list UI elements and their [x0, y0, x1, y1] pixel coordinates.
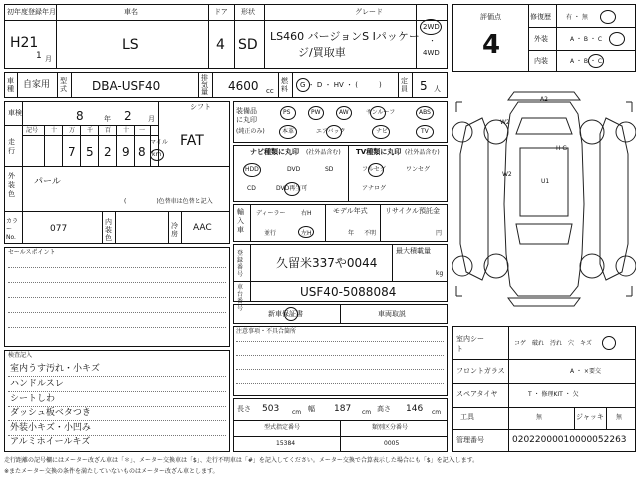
capacity-unit: 人	[434, 85, 441, 93]
front-glass-label: フロントガラス	[456, 367, 505, 375]
registration-label: 登録番号	[237, 250, 244, 278]
footer-line-1: 走行距離の記号欄にはメーター改ざん車は「＊」、メーター交換車は「$」、走行不明車は「#」を記入してください。メーター交換で合算表示した場合にも「$」を記入します。	[4, 457, 479, 464]
digit-header-2: 万	[69, 127, 76, 134]
equip-navi: ナビ	[376, 128, 389, 135]
inspection-year-unit: 年	[104, 115, 111, 123]
inspection-month-unit: 月	[148, 115, 155, 123]
mark-u1: U1	[541, 178, 550, 185]
inspector-line-0: 室内うす汚れ・小キズ	[10, 364, 100, 374]
import-label: 輸入車	[237, 208, 244, 234]
registration-value: 久留米337や0044	[276, 256, 378, 270]
inspection-label: 車検	[8, 109, 22, 117]
type-label: 車種	[7, 77, 14, 93]
type-approval: 15384	[276, 440, 296, 447]
recycle-unit: 円	[436, 230, 443, 237]
first-reg-month: 1	[36, 51, 42, 61]
footer-line-2: ※またメーター交換の条件を満たしていないものはメーター改ざん車とします。	[4, 468, 219, 475]
shift-label: シフト	[190, 103, 211, 111]
mileage-digit-4: 8	[138, 145, 146, 159]
color-note: ( )色替車は色替と記入	[124, 198, 213, 205]
navi-dvd: DVD	[287, 166, 301, 173]
drive-2wd: 2WD	[423, 23, 440, 31]
model-label: 型式	[60, 77, 67, 93]
navi-label: ナビ種類に丸印	[250, 148, 299, 156]
mileage-digit-1: 5	[86, 145, 94, 159]
equipment-label: 装備品に丸印	[236, 107, 257, 124]
car-name: LS	[122, 37, 139, 53]
shape-label: 形状	[241, 8, 255, 16]
mark-a2: A2	[540, 96, 548, 103]
mileage-label: 走行	[8, 138, 15, 155]
color-label: 外装色	[8, 172, 15, 198]
interior-seat-label: 室内シート	[456, 335, 484, 353]
drive-dot: ・	[429, 37, 436, 45]
navi-sd: SD	[325, 166, 334, 173]
inspector-label: 検査記入	[8, 352, 33, 359]
equip-aw: AW	[339, 109, 349, 116]
equipment-sublabel: (純正のみ)	[236, 128, 265, 135]
equip-sunroof: サンルーフ	[366, 109, 396, 116]
model-year: 年	[348, 230, 355, 237]
chassis-value: USF40-5088084	[300, 285, 397, 299]
equip-airbag: エアバック	[316, 128, 346, 135]
mileage-digit-0: 7	[68, 145, 76, 159]
length: 503	[262, 404, 280, 414]
equip-abs: ABS	[419, 109, 431, 116]
digit-header-4: 百	[105, 127, 112, 134]
color-no-label: カラーNo.	[6, 218, 19, 241]
ac: AAC	[193, 223, 212, 233]
import-right: 右H	[301, 210, 312, 217]
width-unit: cm	[362, 409, 372, 416]
model-year-unknown: 不明	[364, 230, 377, 237]
digit-header-3: 千	[87, 127, 94, 134]
model-year-label: モデル年式	[333, 207, 368, 215]
score: 4	[482, 30, 501, 60]
unit-mile: マイル	[150, 139, 168, 146]
grade-line1: LS460 バージョンS Iパッケー	[270, 30, 420, 43]
interior-seat-items: コゲ 破れ 汚れ 穴 キズ	[514, 340, 592, 347]
max-load-label: 最大積載量	[396, 247, 431, 255]
attention-label: 注意事項・不具合箇所	[236, 328, 297, 335]
equip-ps: PS	[283, 109, 291, 116]
jack-label: ジャッキ	[576, 413, 604, 421]
import-left: 左H	[301, 230, 312, 237]
mileage-digit-2: 2	[104, 145, 112, 159]
score-label: 評価点	[480, 13, 501, 21]
shift: FAT	[180, 133, 204, 149]
tv-fullseg: フルセグ	[362, 166, 386, 173]
usage: 自家用	[23, 80, 51, 90]
unit-km: km	[152, 151, 162, 158]
first-reg-label: 初年度登録年月	[7, 8, 56, 16]
month-unit: 月	[45, 55, 52, 63]
jack: 無	[616, 414, 623, 421]
tools-label: 工具	[460, 413, 474, 421]
mark-hg: H G	[556, 145, 568, 152]
navi-dvd-play: DVD再生可	[276, 185, 308, 192]
class-label: 類別区分番号	[372, 424, 409, 431]
length-label: 長さ	[237, 405, 251, 413]
door-label: ドア	[214, 8, 228, 16]
spare: T ・ 修理KIT ・ 欠	[528, 391, 579, 398]
recycle-label: リサイクル預託金	[385, 207, 441, 215]
first-reg-era: H21	[10, 35, 39, 51]
mileage-digit-3: 9	[122, 145, 130, 159]
grade-label: グレード	[355, 8, 383, 16]
doors: 4	[216, 37, 225, 53]
navi-sublabel: (社外品含む)	[306, 149, 341, 156]
ac-label: 冷房	[171, 222, 178, 238]
grade-line2: ジ/買取車	[298, 46, 346, 59]
interior: A ・ B ・ C	[570, 58, 603, 65]
tv-analog: アナログ	[362, 185, 387, 192]
height-label: 高さ	[377, 405, 391, 413]
drive-4wd: 4WD	[423, 49, 440, 57]
exterior-label: 外装	[534, 35, 548, 43]
color-value: パール	[34, 177, 61, 187]
inspector-line-3: ダッシュ板ベタつき	[10, 408, 91, 418]
mark-w2-top: W2	[500, 119, 510, 126]
mgmt-label: 管理番号	[456, 436, 484, 444]
repair: 有 ・ 無	[566, 14, 588, 21]
sales-point-label: セールスポイント	[8, 249, 56, 256]
front-glass: A ・ ×要交	[570, 368, 601, 375]
car-name-label: 車名	[124, 8, 138, 16]
tools: 無	[536, 414, 543, 421]
capacity-label: 定員	[401, 77, 408, 93]
new-car-warranty: 新車保証書	[268, 310, 303, 318]
attention-box	[233, 326, 448, 396]
inspection-month: 2	[124, 109, 132, 123]
tv-oneseg: ワンセグ	[406, 166, 431, 173]
inspection-year: 8	[76, 109, 84, 123]
inspector-line-4: 外装小キズ・小凹み	[10, 423, 91, 433]
spare-label: スペアタイヤ	[456, 390, 498, 398]
inspector-line-5: アルミホイールキズ	[10, 437, 91, 447]
mgmt-no: 02022000010000052263	[512, 435, 627, 445]
length-unit: cm	[292, 409, 302, 416]
capacity: 5	[420, 79, 428, 93]
import-dealer: ディーラー	[256, 210, 286, 217]
displacement-label: 排気量	[201, 74, 208, 96]
digit-header-1: 十	[51, 127, 58, 134]
mark-w2-mid: W2	[502, 171, 512, 178]
interior-color-label: 内装色	[105, 218, 112, 242]
interior-label: 内装	[534, 57, 548, 65]
digit-header-0: 記号	[26, 127, 39, 134]
color-no: 077	[50, 224, 68, 234]
import-parallel: 並行	[264, 230, 277, 237]
fuel-label: 燃料	[281, 77, 288, 93]
width-label: 幅	[308, 405, 315, 413]
navi-hdd: HDD	[245, 166, 259, 173]
inspector-line-1: ハンドルスレ	[10, 379, 64, 389]
max-load-unit: kg	[436, 270, 444, 277]
class-no: 0005	[384, 440, 400, 447]
inspector-line-2: シートしわ	[10, 394, 56, 404]
width: 187	[334, 404, 352, 414]
equip-tv: TV	[421, 128, 429, 135]
car-damage-diagram	[452, 74, 636, 324]
car-manual: 車両取説	[378, 310, 406, 318]
exterior: A ・ B ・ C	[570, 36, 603, 43]
equip-pw: PW	[311, 109, 321, 116]
cc-unit: cc	[266, 87, 274, 95]
digit-header-5: 十	[123, 127, 130, 134]
fuel: G ・ D ・ HV ・ ( )	[300, 81, 382, 89]
height-unit: cm	[432, 409, 442, 416]
shape: SD	[238, 37, 258, 53]
repair-label: 修復歴	[530, 13, 551, 21]
displacement: 4600	[228, 79, 259, 93]
navi-cd: CD	[247, 185, 256, 192]
chassis-label: 車台番号	[237, 284, 244, 312]
type-approval-label: 型式指定番号	[264, 424, 301, 431]
model: DBA-USF40	[92, 79, 161, 93]
height: 146	[406, 404, 424, 414]
equip-leather: 本革	[282, 128, 295, 135]
digit-header-6: 一	[139, 127, 146, 134]
tv-sublabel: (社外品含む)	[405, 149, 440, 156]
tv-label: TV種類に丸印	[356, 148, 402, 156]
